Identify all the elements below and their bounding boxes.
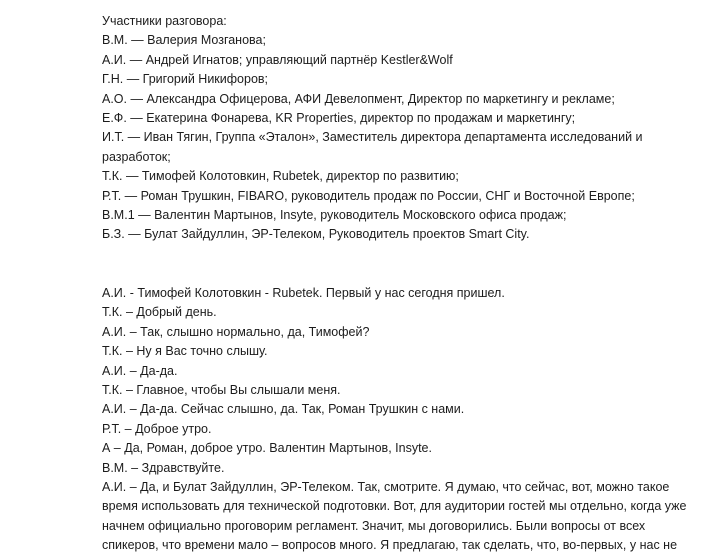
transcript-line: А.И. – Так, слышно нормально, да, Тимофей? (102, 324, 370, 339)
document-body (102, 12, 702, 556)
paragraph-gap (102, 245, 702, 284)
transcript-line: Р.Т. – Доброе утро. (102, 421, 212, 436)
transcript-line: А – Да, Роман, доброе утро. Валентин Мартынов, Insyte. (102, 441, 432, 456)
participant-line: А.О. — Александра Офицерова, АФИ Девелопмент, Директор по маркетингу и рекламе; (102, 91, 615, 106)
participant-line: Б.З. — Булат Зайдуллин, ЭР-Телеком, Руководитель проектов Smart City. (102, 227, 530, 242)
transcript-line: В.М. – Здравствуйте. (102, 460, 225, 475)
participant-line: А.И. — Андрей Игнатов; управляющий партнёр Kestler&Wolf (102, 52, 453, 67)
transcript-line: Т.К. – Ну я Вас точно слышу. (102, 344, 268, 359)
transcript-line: А.И. – Да-да. (102, 363, 178, 378)
participant-line: Р.Т. — Роман Трушкин, FIBARO, руководитель продаж по России, СНГ и Восточной Европе; (102, 188, 635, 203)
participant-line: Е.Ф. — Екатерина Фонарева, KR Properties, директор по продажам и маркетингу; (102, 111, 576, 126)
transcript-line: А.И. – Да-да. Сейчас слышно, да. Так, Роман Трушкин с нами. (102, 402, 465, 417)
transcript-line: А.И. - Тимофей Колотовкин - Rubetek. Первый у нас сегодня пришел. (102, 285, 505, 300)
participant-line: В.М. — Валерия Мозганова; (102, 33, 266, 48)
transcript-line: Т.К. – Добрый день. (102, 305, 217, 320)
participant-line: И.Т. — Иван Тягин, Группа «Эталон», Заместитель директора департамента исследований и разработок; (102, 130, 643, 164)
participant-line: Г.Н. — Григорий Никифоров; (102, 72, 269, 87)
participant-line: В.М.1 — Валентин Мартынов, Insyte, руководитель Московского офиса продаж; (102, 208, 567, 223)
transcript-line: А.И. – Да, и Булат Зайдуллин, ЭР-Телеком. Так, смотрите. Я думаю, что сейчас, вот, можно такое время использовать для технической подготовки. Вот, для аудитории гостей мы отдельно, когда уже начнем официально проговорим регламент. Значит, мы договорились. Были вопросы от всех спикеров, что времени мало – вопросов много. Я предлагаю, так сделать, что, во-первых, у нас не (102, 479, 687, 553)
transcript-line: Т.К. – Главное, чтобы Вы слышали меня. (102, 382, 341, 397)
participants-heading: Участники разговора: (102, 14, 227, 28)
participant-line: Т.К. — Тимофей Колотовкин, Rubetek, директор по развитию; (102, 169, 459, 184)
